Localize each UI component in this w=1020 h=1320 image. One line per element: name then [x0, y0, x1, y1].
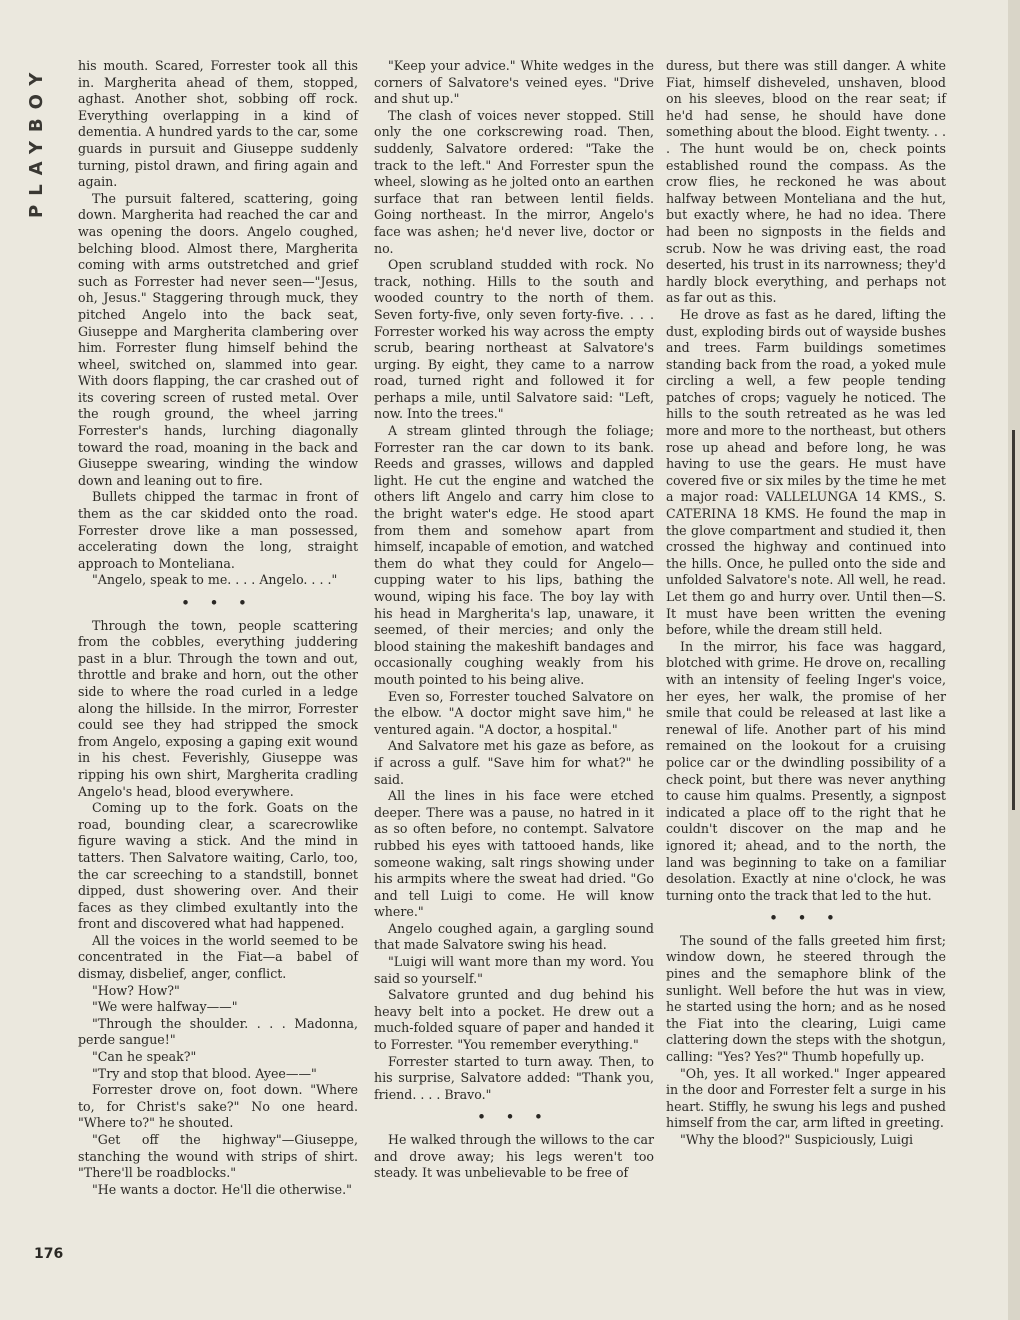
paragraph: He drove as fast as he dared, lifting the dust, exploding birds out of wayside bushes and trees. Farm buildings sometimes standing back from the road, a yoked mule circling a well, a few people tending patches of crops; vaguely he noticed. The hills to the south retreated as he was led more and more to the northeast, but others rose up ahead and before long, he was having to use the gears. He must have covered five or six miles by the time he met a major road: VALLELUNGA 14 KMS., S. CATERINA 18 KMS. He found the map in the glove compartment and studied it, then crossed the highway and continued into the hills. Once, he pulled onto the side and unfolded Salvatore's note. All well, he read. Let them go and hurry over. Until then—S. It must have been written the evening before, while the dream still held. [666, 306, 946, 638]
paragraph: "Oh, yes. It all worked." Inger appeared in the door and Forrester felt a surge in his heart. Stiffly, he swung his legs and pushed himself from the car, arm lifted in greeting. [666, 1065, 946, 1131]
paragraph: Coming up to the fork. Goats on the road, bounding clear, a scarecrowlike figure waving a stick. And the mind in tatters. Then Salvatore waiting, Carlo, too, the car screeching to a standstill, bonnet dipped, dust showering over. And their faces as they climbed exultantly into the front and discovered what had happened. [78, 800, 358, 932]
paragraph: A stream glinted through the foliage; Forrester ran the car down to its bank. Reeds and grasses, willows and dappled light. He cut the engine and watched the others lift Angelo and carry him close to the bright water's edge. He stood apart from them and somehow apart from himself, incapable of emotion, and watched them do what they could for Angelo—cupping water to his lips, bathing the wound, wiping his face. The boy lay with his head in Margherita's lap, unaware, it seemed, of their mercies; and only the blood staining the makeshift bandages and occasionally coughing weakly from his mouth pointed to his being alive. [374, 423, 654, 687]
binding-mark [1012, 430, 1015, 810]
paragraph: Open scrubland studded with rock. No track, nothing. Hills to the south and wooded country to the north of them. Seven forty-five, only seven forty-five. . . . Forrester worked his way across the empty scrub, bearing northeast at Salvatore's urging. By eight, they came to a narrow road, turned right and followed it for perhaps a mile, until Salvatore said: "Left, now. Into the trees." [374, 257, 654, 422]
paragraph: The pursuit faltered, scattering, going down. Margherita had reached the car and was opening the doors. Angelo coughed, belching blood. Almost there, Margherita coming with arms outstretched and grief such as Forrester had never seen—"Jesus, oh, Jesus." Staggering through muck, they pitched Angelo into the back seat, Giuseppe and Margherita clambering over him. Forrester flung himself behind the wheel, switched on, slammed into gear. With doors flapping, the car crashed out of its covering screen of rusted metal. Over the rough ground, the wheel jarring Forrester's hands, lurching diagonally toward the road, moaning in the back and Giuseppe swearing, winding the window down and leaning out to fire. [78, 190, 358, 488]
paragraph: All the voices in the world seemed to be concentrated in the Fiat—a babel of dismay, disbelief, anger, conflict. [78, 932, 358, 982]
paragraph: And Salvatore met his gaze as before, as if across a gulf. "Save him for what?" he said. [374, 738, 654, 787]
paragraph: "Can he speak?" [92, 1049, 197, 1065]
page-number: 176 [34, 1246, 64, 1262]
paragraph: The sound of the falls greeted him first; window down, he steered through the pines and the semaphore blink of the sunlight. Well before the hut was in view, he started using the horn; and as he nosed the Fiat into the clearing, Luigi came clattering down the steps with the shotgun, calling: "Yes? Yes?" Thumb hopefully up. [666, 932, 946, 1065]
paragraph: his mouth. Scared, Forrester took all this in. Margherita ahead of them, stopped, aghast. Another shot, sobbing off rock. Everything overlapping in a kind of dementia. A hundred yards to the car, some guards in pursuit and Giuseppe suddenly turning, pistol drawn, and firing again and again. [78, 58, 358, 190]
paragraph: Forrester started to turn away. Then, to his surprise, Salvatore added: "Thank you, friend. . . . Bravo." [374, 1053, 654, 1102]
paragraph: Through the town, people scattering from the cobbles, everything juddering past in a blur. Through the town and out, throttle and brake and horn, out the other side to where the road curled in a ledge along the hillside. In the mirror, Forrester could see they had stripped the smock from Angelo, exposing a gaping exit wound in his chest. Feverishly, Giuseppe was ripping his own shirt, Margherita cradling Angelo's head, blood everywhere. [78, 617, 358, 799]
section-break: • • • [181, 595, 255, 610]
paragraph: "Why the blood?" Suspiciously, Luigi [680, 1132, 914, 1147]
paragraph: Salvatore grunted and dug behind his heavy belt into a pocket. He drew out a much-folded square of paper and handed it to Forrester. "You remember everything." [374, 987, 654, 1053]
paragraph: Even so, Forrester touched Salvatore on the elbow. "A doctor might save him," he ventured again. "A doctor, a hospital." [374, 688, 654, 737]
paragraph: "Angelo, speak to me. . . . Angelo. . . ." [92, 572, 338, 588]
masthead-text: PLAYBOY [26, 63, 47, 218]
paragraph: The clash of voices never stopped. Still only the one corkscrewing road. Then, suddenly, Salvatore ordered: "Take the track to the left." And Forrester spun the wheel, slowing as he jolted onto an earthen surface that ran between lentil fields. Going northeast. In the mirror, Angelo's face was ashen; he'd never live, doctor or no. [374, 107, 654, 256]
paragraph: "He wants a doctor. He'll die otherwise." [92, 1181, 352, 1197]
page-edge [1008, 0, 1020, 1320]
paragraph: In the mirror, his face was haggard, blotched with grime. He drove on, recalling with an intensity of feeling Inger's voice, her eyes, her walk, the promise of her smile that could be released at last like a renewal of life. Another part of his mind remained on the lookout for a cruising police car or the dwindling possibility of a check point, but there was never anything to cause him qualms. Presently, a signpost indicated a place off to the right that he couldn't discover on the map and he ignored it; ahead, and to the north, the land was beginning to take on a familiar desolation. Exactly at nine o'clock, he was turning onto the track that led to the hut. [666, 638, 946, 903]
paragraph: Bullets chipped the tarmac in front of them as the car skidded onto the road. Forrester drove like a man possessed, accelerating down the long, straight approach to Monteliana. [78, 489, 358, 571]
paragraph: "Get off the highway"—Giuseppe, stanching the wound with strips of shirt. "There'll be roadblocks." [78, 1132, 358, 1181]
section-break: • • • [769, 910, 843, 926]
text-column-3 [666, 58, 946, 1149]
paragraph: "Through the shoulder. . . . Madonna, perde sangue!" [78, 1015, 358, 1048]
paragraph: "Luigi will want more than my word. You said so yourself." [374, 954, 654, 986]
paragraph: He walked through the willows to the car and drove away; his legs weren't too steady. It was unbelievable to be free of [374, 1132, 654, 1181]
paragraph: Angelo coughed again, a gargling sound that made Salvatore swing his head. [374, 920, 654, 953]
paragraph: duress, but there was still danger. A white Fiat, himself disheveled, unshaven, blood on his sleeves, blood on the rear seat; if he'd had sense, he should have done something about the blood. Eight twenty. . . . The hunt would be on, check points established round the compass. As the crow flies, he reckoned he was about halfway between Monteliana and the hut, but exactly where, he had no idea. There had been no signposts in the fields and scrub. Now he was driving east, the road deserted, his trust in its narrowness; they'd hardly block everything, and perhaps not as far out as this. [666, 58, 946, 306]
text-column-1 [78, 58, 358, 1198]
paragraph: "How? How?" [92, 982, 180, 998]
section-break: • • • [477, 1109, 551, 1125]
paragraph: "Keep your advice." White wedges in the corners of Salvatore's veined eyes. "Drive and shut up." [374, 58, 654, 107]
text-column-2 [374, 58, 654, 1182]
masthead [26, 58, 66, 218]
paragraph: "We were halfway——" [92, 999, 238, 1015]
paragraph: Forrester drove on, foot down. "Where to, for Christ's sake?" No one heard. "Where to?" he shouted. [78, 1082, 358, 1131]
paragraph: All the lines in his face were etched deeper. There was a pause, no hatred in it as so often before, no contempt. Salvatore rubbed his eyes with tattooed hands, like someone waking, salt rings showing under his armpits where the sweat had dried. "Go and tell Luigi to come. He will know where." [374, 788, 654, 920]
paragraph: "Try and stop that blood. Ayee——" [92, 1065, 317, 1081]
